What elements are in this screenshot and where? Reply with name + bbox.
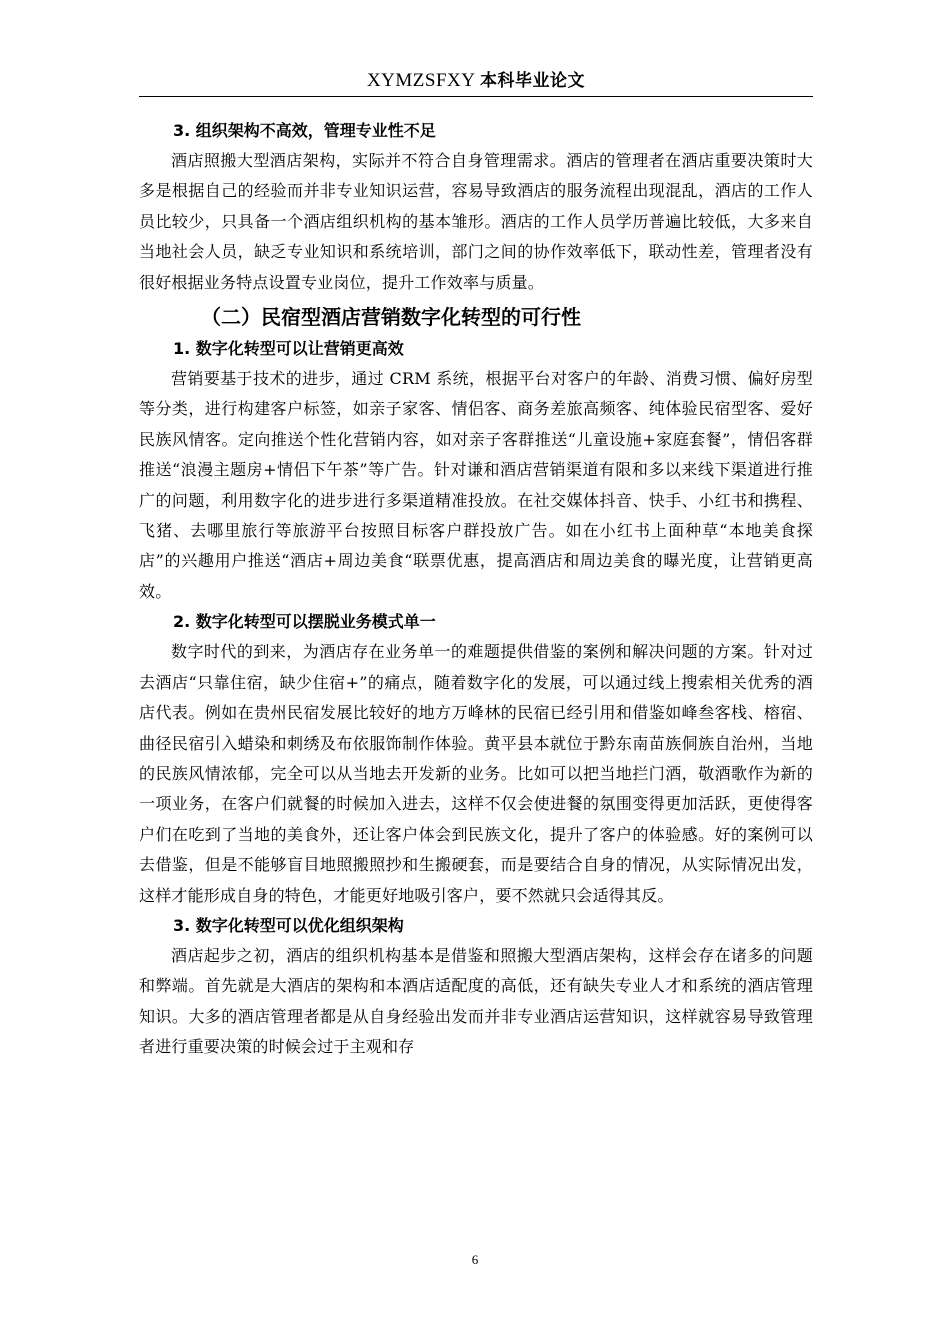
paragraph: 数字时代的到来，为酒店存在业务单一的难题提供借鉴的案例和解决问题的方案。针对过去酒店“只靠住宿，缺少住宿+”的痛点，随着数字化的发展，可以通过线上搜索相关优秀的酒店代表。例如在贵州民宿发展比较好的地方万峰林的民宿已经引用和借鉴如峰叁客栈、榕宿、曲径民宿引入蜡染和刺绣及布依服饰制作体验。黄平县本就位于黔东南苗族侗族自治州，当地的民族风情浓郁，完全可以从当地去开发新的业务。比如可以把当地拦门酒，敬酒歌作为新的一项业务，在客户们就餐的时候加入进去，这样不仅会使进餐的氛围变得更加活跃，更使得客户们在吃到了当地的美食外，还让客户体会到民族文化，提升了客户的体验感。好的案例可以去借鉴，但是不能够盲目地照搬照抄和生搬硬套，而是要结合自身的情况，从实际情况出发，这样才能形成自身的特色，才能更好地吸引客户，要不然就只会适得其反。 bbox=[139, 642, 813, 905]
paragraph: 营销要基于技术的进步，通过 CRM 系统，根据平台对客户的年龄、消费习惯、偏好房型等分类，进行构建客户标签，如亲子家客、情侣客、商务差旅高频客、纯体验民宿型客、爱好民族风情客。定向推送个性化营销内容，如对亲子客群推送“儿童设施+家庭套餐”，情侣客群推送“浪漫主题房+情侣下午茶”等广告。针对谦和酒店营销渠道有限和多以来线下渠道进行推广的问题，利用数字化的进步进行多渠道精准投放。在社交媒体抖音、快手、小红书和携程、飞猪、去哪里旅行等旅游平台按照目标客户群投放广告。如在小红书上面种草“本地美食探店”的兴趣用户推送“酒店+周边美食“联票优惠，提高酒店和周边美食的曝光度，让营销更高效。 bbox=[139, 369, 813, 601]
page-number: 6 bbox=[471, 1252, 479, 1267]
header-latin: XYMZSFXY bbox=[366, 70, 475, 91]
paragraph: 酒店照搬大型酒店架构，实际并不符合自身管理需求。酒店的管理者在酒店重要决策时大多是根据自己的经验而并非专业知识运营，容易导致酒店的服务流程出现混乱，酒店的工作人员比较少，只具备一个酒店组织机构的基本雏形。酒店的工作人员学历普遍比较低，大多来自当地社会人员，缺乏专业知识和系统培训，部门之间的协作效率低下，联动性差，管理者没有很好根据业务特点设置专业岗位，提升工作效率与质量。 bbox=[139, 151, 813, 292]
header-chinese: 本科毕业论文 bbox=[480, 71, 586, 91]
paragraph: 酒店起步之初，酒店的组织机构基本是借鉴和照搬大型酒店架构，这样会存在诸多的问题和弊端。首先就是大酒店的架构和本酒店适配度的高低，还有缺失专业人才和系统的酒店管理知识。大多的酒店管理者都是从自身经验出发而并非专业酒店运营知识，这样就容易导致管理者进行重要决策的时候会过于主观和存 bbox=[139, 945, 813, 1057]
subsection-heading: 3. 数字化转型可以优化组织架构 bbox=[173, 915, 404, 935]
running-header bbox=[139, 66, 813, 92]
header-divider bbox=[139, 96, 813, 97]
section-heading: （二）民宿型酒店营销数字化转型的可行性 bbox=[201, 305, 581, 330]
page-body bbox=[139, 116, 813, 1063]
subsection-heading: 3. 组织架构不高效，管理专业性不足 bbox=[173, 121, 436, 140]
subsection-heading: 2. 数字化转型可以摆脱业务模式单一 bbox=[173, 612, 436, 632]
subsection-heading: 1. 数字化转型可以让营销更高效 bbox=[173, 339, 404, 359]
